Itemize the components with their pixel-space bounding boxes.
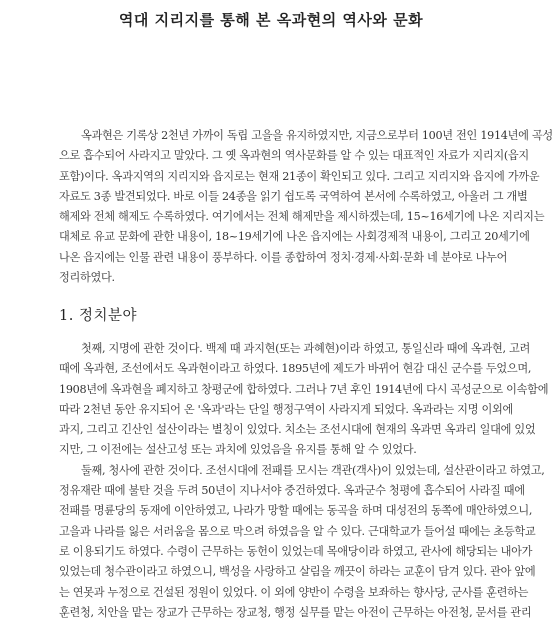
text-line: 자료도 3종 발견되었다. 바로 이들 24종을 읽기 쉽도록 국역하여 본서에 수록하였고, 아울러 그 개별 (59, 189, 528, 203)
text-line: 해제와 전체 해제도 수록하였다. 여기에서는 전체 해제만을 제시하겠는데, 15~16세기에 나온 지리지는 (59, 210, 545, 224)
text-line: 로 이용되기도 하였다. 수령이 근무하는 동헌이 있었는데 목애당이라 하였고, 관사에 해당되는 내아가 (59, 544, 533, 558)
text-line: 1908년에 옥과현을 폐지하고 창평군에 합하였다. 그러나 7년 후인 1914년에 다시 곡성군으로 이속함에 (59, 382, 549, 396)
text-line: 때에 옥과현, 조선에서도 옥과현이라고 하였다. 1895년에 제도가 바뀌어 현감 대신 군수를 두었으며, (59, 362, 532, 376)
text-line: 훈련청, 치안을 맡는 장교가 근무하는 장교청, 행정 실무를 맡는 아전이 근무하는 아전청, 문서를 관리 (59, 605, 532, 619)
text-line: 정리하였다. (59, 271, 115, 285)
text-line: 둘째, 청사에 관한 것이다. 조선시대에 전패를 모시는 객관(객사)이 있었는데, 설산관이라고 하였고, (81, 463, 545, 477)
text-line: 포함)이다. 옥과지역의 지리지와 읍지로는 현재 21종이 확인되고 있다. 그리고 지리지와 읍지에 가까운 (59, 169, 540, 183)
text-line: 과지, 그리고 긴산인 설산이라는 별칭이 있었다. 치소는 조선시대에 현재의 옥과면 옥과리 일대에 있었 (59, 423, 536, 437)
text-line: 는 연못과 누정으로 건설된 정원이 있었다. 이 외에 양반이 수령을 보좌하는 향사당, 군사를 훈련하는 (59, 585, 529, 599)
text-line: 고을과 나라를 잃은 서러움을 몸으로 막으려 하였음을 알 수 있다. 근대학교가 들어설 때에는 초등학교 (59, 524, 536, 538)
text-line: 전패를 명륜당의 동재에 이안하였고, 나라가 망할 때에는 동곡을 하며 대성전의 동쪽에 매안하였으니, (59, 504, 533, 518)
text-line: 대체로 유교 문화에 관한 내용이, 18~19세기에 나온 읍지에는 사회경제적 내용이, 그리고 20세기에 (59, 230, 530, 244)
section-heading: 1. 정치분야 (59, 308, 137, 324)
page-title: 역대 지리지를 통해 본 옥과현의 역사와 문화 (118, 11, 424, 29)
text-line: 있었는데 청수관이라고 하였으니, 백성을 사랑하고 살림을 깨끗이 하라는 교훈이 담겨 있다. 관아 앞에 (59, 565, 536, 579)
text-line: 옥과현은 기록상 2천년 가까이 독립 고을을 유지하였지만, 지금으로부터 100년 전인 1914년에 곡성 (81, 129, 553, 142)
intro-paragraph (59, 126, 553, 288)
text-line: 따라 2천년 동안 유지되어 온 '옥과'라는 단일 행정구역이 사라지게 되었다. 옥과라는 지명 이외에 (59, 402, 513, 416)
text-line: 으로 흡수되어 사라지고 말았다. 그 옛 옥과현의 역사문화를 알 수 있는 대표적인 자료가 지리지(읍지 (59, 149, 529, 163)
text-line: 나온 읍지에는 인물 관련 내용이 풍부하다. 이를 종합하여 정치·경제·사회·문화 네 분야로 나누어 (59, 250, 508, 264)
text-line: 정유재란 때에 불탄 것을 두려 50년이 지나서야 중건하였다. 옥과군수 청평에 흡수되어 사라질 때에 (59, 484, 525, 498)
body-paragraph (59, 339, 549, 623)
text-line: 첫째, 지명에 관한 것이다. 백제 때 과지현(또는 과혜현)이라 하였고, 통일신라 때에 옥과현, 고려 (81, 342, 530, 355)
text-line: 지만, 그 이전에는 설산고성 또는 과치에 있었음을 유지를 통해 알 수 있었다. (59, 443, 417, 457)
